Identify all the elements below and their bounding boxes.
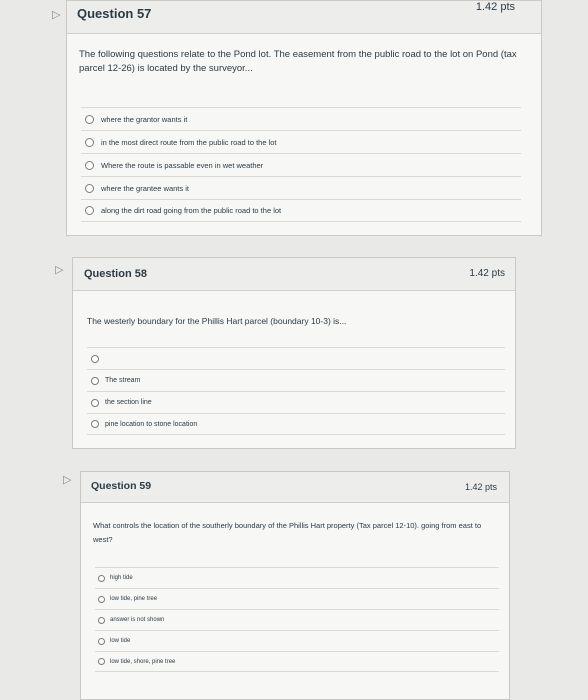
question-text: What controls the location of the southerly boundary of the Phillis Hart property (Tax parcel 12-10). going from east to west?	[93, 521, 482, 545]
answer-option[interactable]	[81, 153, 521, 176]
answer-list	[95, 567, 499, 672]
answer-label: the section line	[105, 399, 152, 406]
question-text: The westerly boundary for the Phillis Hart parcel (boundary 10-3) is...	[87, 316, 347, 326]
answer-option[interactable]	[87, 369, 505, 391]
radio-button[interactable]	[85, 115, 94, 124]
question-title: Question 57	[77, 6, 152, 21]
answer-option[interactable]	[81, 107, 521, 130]
answer-list	[81, 107, 521, 222]
answer-label: answer is not shown	[110, 617, 165, 623]
answer-label: Where the route is passable even in wet weather	[101, 160, 264, 170]
answer-option[interactable]	[95, 588, 499, 609]
flag-question-icon[interactable]: ▷	[63, 473, 72, 486]
radio-button[interactable]	[98, 596, 105, 603]
question-57-card	[66, 0, 542, 236]
answer-list	[87, 347, 505, 435]
radio-button[interactable]	[85, 138, 94, 147]
radio-button[interactable]	[91, 377, 99, 385]
answer-label: in the most direct route from the public road to the lot	[101, 137, 277, 147]
radio-button[interactable]	[98, 638, 105, 645]
answer-label: high tide	[110, 575, 133, 581]
answer-label: pine location to stone location	[105, 420, 198, 428]
radio-button[interactable]	[85, 161, 94, 170]
flag-question-icon[interactable]: ▷	[55, 263, 64, 276]
answer-option[interactable]	[95, 630, 499, 651]
question-points: 1.42 pts	[469, 268, 505, 279]
question-title: Question 58	[84, 268, 147, 280]
answer-option[interactable]	[81, 176, 521, 199]
answer-label: low tide, shore, pine tree	[110, 658, 176, 665]
answer-label: The stream	[105, 377, 141, 384]
radio-button[interactable]	[85, 206, 94, 215]
radio-button[interactable]	[91, 355, 99, 363]
answer-option[interactable]	[87, 391, 505, 413]
question-text: The following questions relate to the Pond lot. The easement from the public road to the lot on Pond (tax parcel 12-26) is located by the surveyor...	[79, 49, 517, 75]
answer-option[interactable]	[81, 130, 521, 153]
answer-option[interactable]	[95, 567, 499, 588]
radio-button[interactable]	[98, 658, 105, 665]
answer-label: along the dirt road going from the public road to the lot	[101, 206, 282, 215]
answer-option[interactable]	[95, 651, 499, 672]
radio-button[interactable]	[98, 575, 105, 582]
answer-option[interactable]	[87, 413, 505, 435]
answer-label: low tide, pine tree	[110, 596, 158, 602]
answer-option[interactable]	[95, 609, 499, 630]
question-59-card	[80, 471, 510, 700]
answer-option[interactable]	[81, 199, 521, 222]
answer-label: where the grantee wants it	[101, 183, 189, 193]
question-58-card	[72, 257, 516, 449]
answer-label: low tide	[110, 638, 131, 644]
radio-button[interactable]	[98, 617, 105, 624]
question-title: Question 59	[91, 480, 152, 492]
answer-label: where the grantor wants it	[101, 114, 188, 124]
answer-option[interactable]	[87, 347, 505, 369]
flag-question-icon[interactable]: ▷	[52, 8, 61, 21]
question-points: 1.42 pts	[475, 1, 515, 13]
radio-button[interactable]	[85, 184, 94, 193]
radio-button[interactable]	[91, 399, 99, 407]
question-points: 1.42 pts	[464, 482, 497, 492]
radio-button[interactable]	[91, 420, 99, 428]
